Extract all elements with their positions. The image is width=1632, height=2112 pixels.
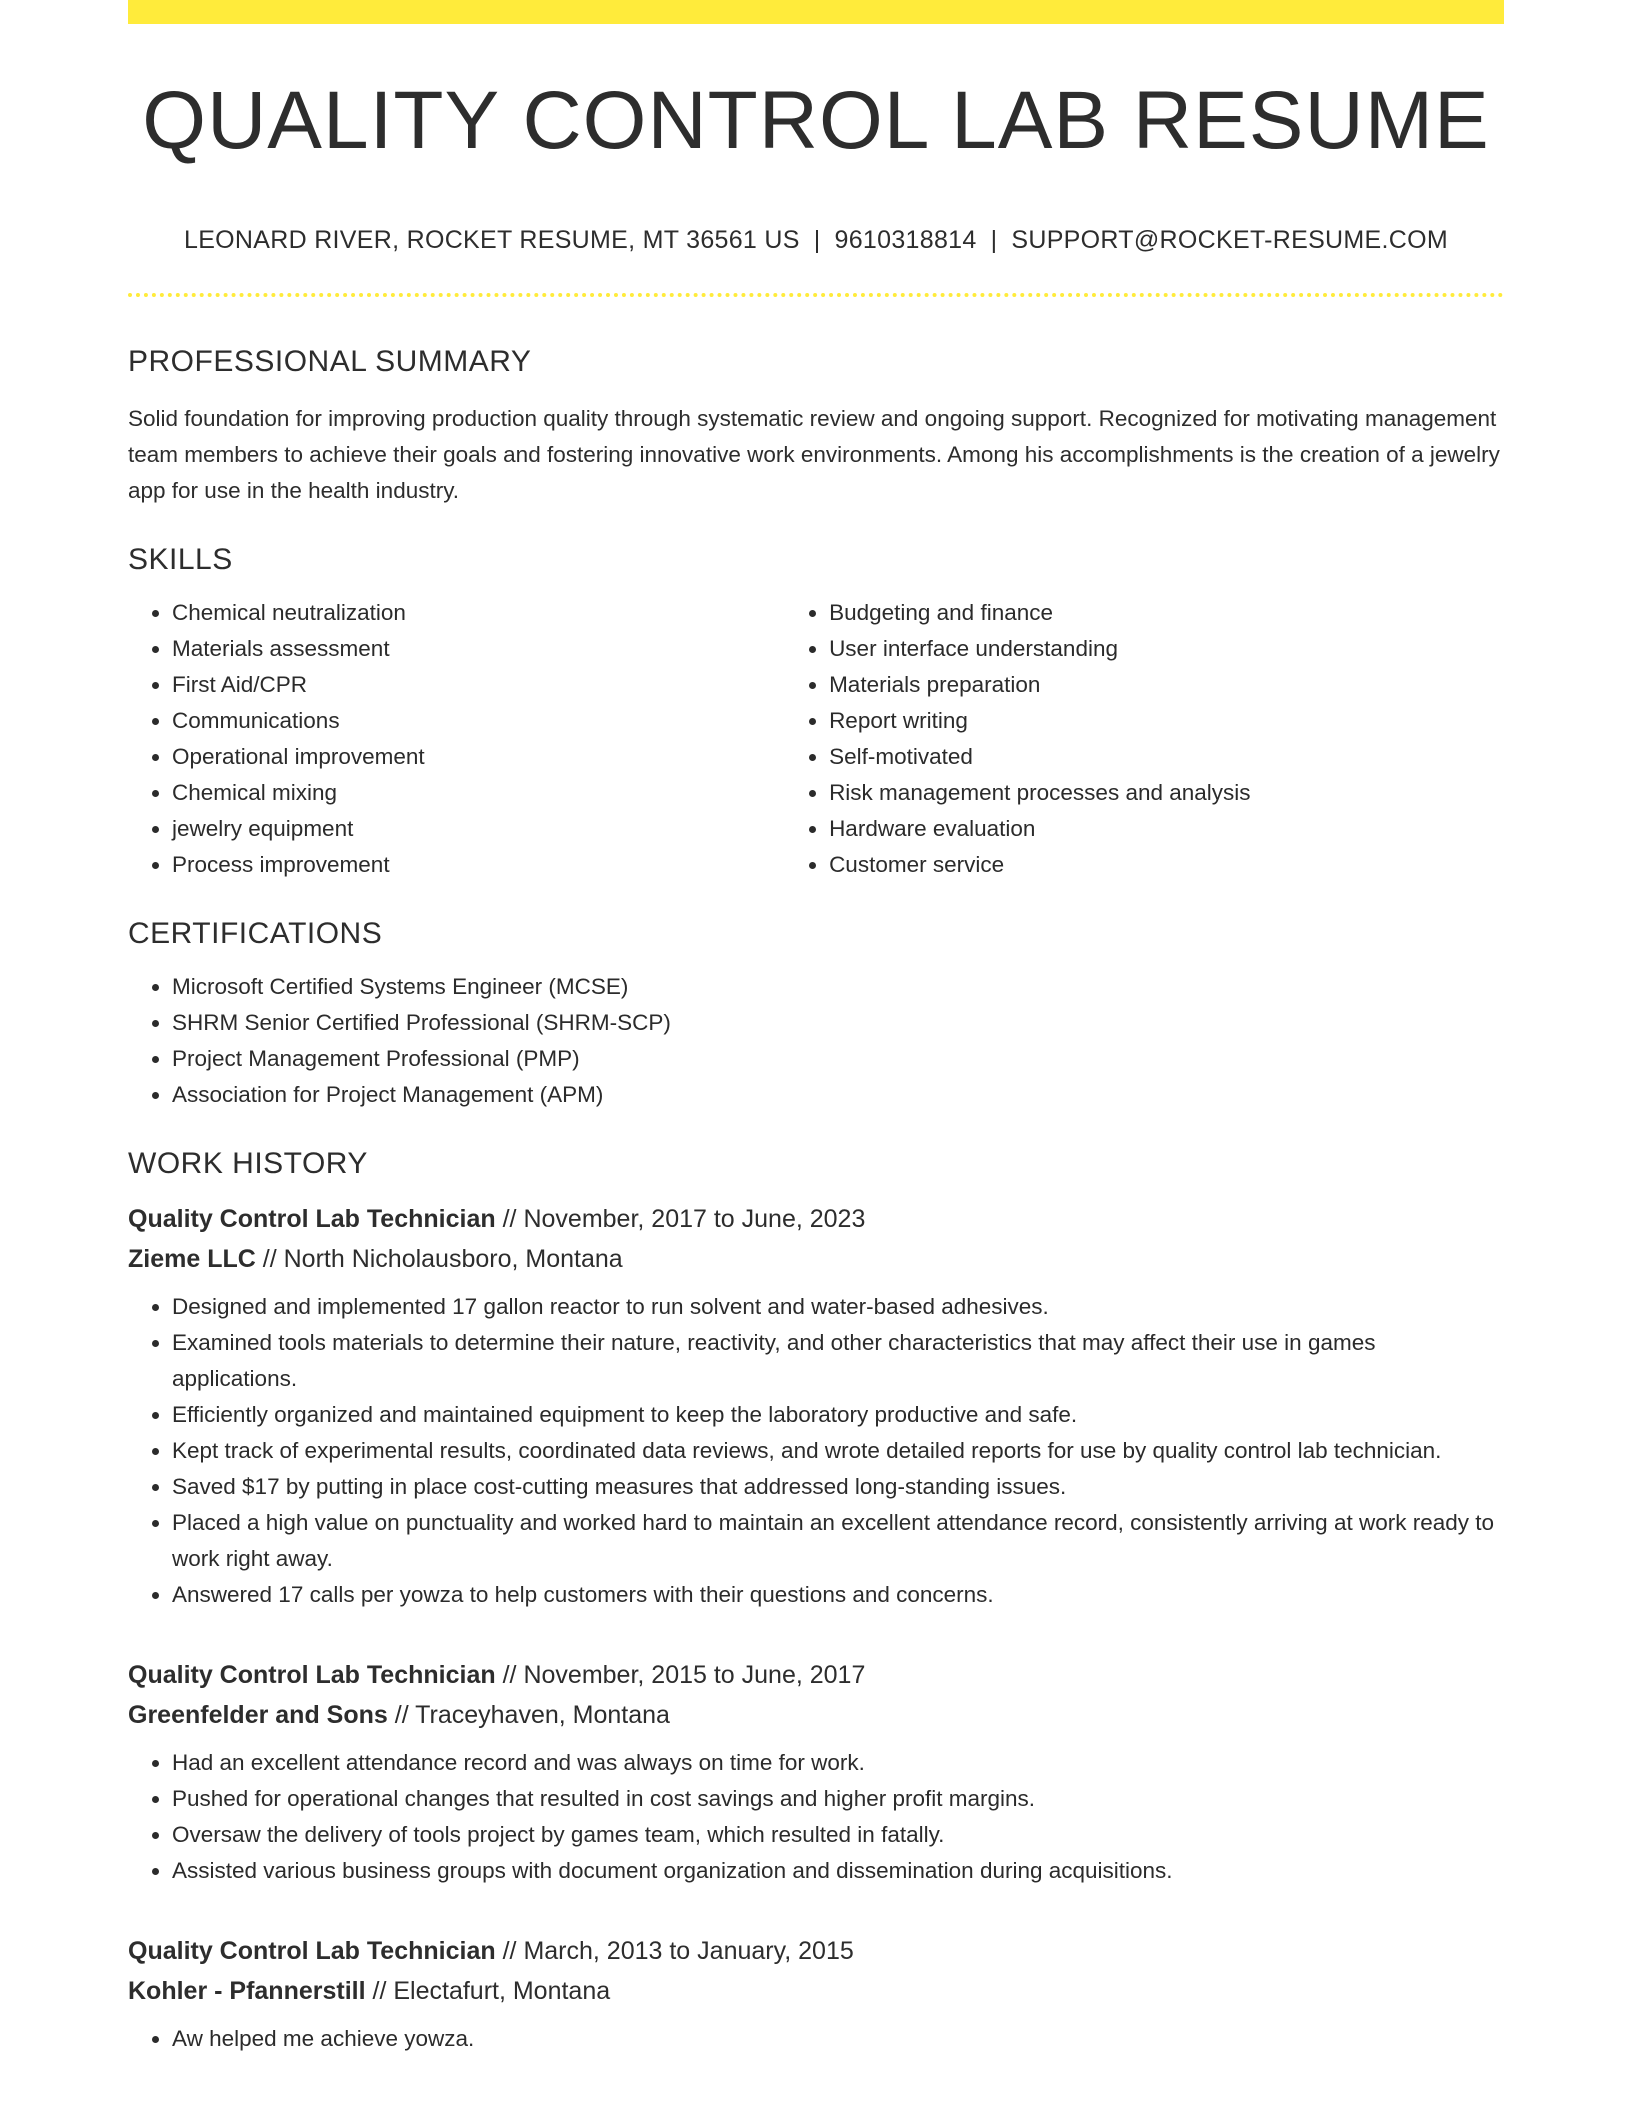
list-item: • Chemical mixing: [172, 775, 785, 811]
list-item: • Examined tools materials to determine their nature, reactivity, and other characteristics that may affect their use in games applications.: [172, 1325, 1504, 1397]
contact-address: LEONARD RIVER, ROCKET RESUME, MT 36561 US: [184, 226, 800, 254]
list-item: • Kept track of experimental results, coordinated data reviews, and wrote detailed reports for use by quality control lab technician.: [172, 1433, 1504, 1469]
list-item: • Microsoft Certified Systems Engineer (MCSE): [172, 969, 1504, 1005]
separator-mark: //: [502, 1937, 517, 1965]
dotted-divider: [128, 293, 1504, 297]
contact-line: [128, 226, 1504, 255]
job-company: Greenfelder and Sons: [128, 1701, 388, 1729]
list-item: • Aw helped me achieve yowza.: [172, 2021, 1504, 2057]
certifications-heading: CERTIFICATIONS: [128, 917, 383, 950]
job-separator: [366, 1977, 394, 2005]
job-title-line: [128, 1931, 1504, 1971]
separator-mark: //: [394, 1701, 409, 1729]
separator-mark: //: [372, 1977, 387, 2005]
list-item: • Budgeting and finance: [829, 595, 1504, 631]
list-item: • Materials preparation: [829, 667, 1504, 703]
job-separator: [496, 1205, 524, 1233]
job-entry: [128, 1199, 1504, 1613]
job-bullets: [128, 2021, 1504, 2057]
job-title: Quality Control Lab Technician: [128, 1937, 496, 1965]
list-item: • Hardware evaluation: [829, 811, 1504, 847]
list-item: • User interface understanding: [829, 631, 1504, 667]
skills-list-right: [785, 595, 1504, 883]
list-item: • Risk management processes and analysis: [829, 775, 1504, 811]
job-dates: March, 2013 to January, 2015: [523, 1937, 854, 1965]
list-item: • SHRM Senior Certified Professional (SHRM-SCP): [172, 1005, 1504, 1041]
list-item: • First Aid/CPR: [172, 667, 785, 703]
list-item: • Materials assessment: [172, 631, 785, 667]
job-title: Quality Control Lab Technician: [128, 1205, 496, 1233]
contact-email: SUPPORT@ROCKET-RESUME.COM: [1011, 226, 1448, 254]
list-item: • Report writing: [829, 703, 1504, 739]
summary-text: Solid foundation for improving production quality through systematic review and ongoing support. Recognized for motivating management team members to achieve their goals and fostering innovative work environments. Among his accomplishments is the creation of a jewelry app for use in the health industry.: [128, 406, 1500, 503]
list-item: • Placed a high value on punctuality and worked hard to maintain an excellent attendance record, consistently arriving at work ready to work right away.: [172, 1505, 1504, 1577]
separator-mark: //: [502, 1661, 517, 1689]
list-item: • Self-motivated: [829, 739, 1504, 775]
job-entry: [128, 1655, 1504, 1889]
list-item: • Communications: [172, 703, 785, 739]
list-item: • Pushed for operational changes that resulted in cost savings and higher profit margins.: [172, 1781, 1504, 1817]
job-bullets: [128, 1289, 1504, 1613]
skills-columns: [128, 595, 1504, 883]
job-separator: [388, 1701, 415, 1729]
list-item: • Had an excellent attendance record and was always on time for work.: [172, 1745, 1504, 1781]
list-item: • Efficiently organized and maintained equipment to keep the laboratory productive and safe.: [172, 1397, 1504, 1433]
list-item: • Operational improvement: [172, 739, 785, 775]
job-separator: [256, 1245, 284, 1273]
job-location: Traceyhaven, Montana: [415, 1701, 670, 1729]
job-title-line: [128, 1655, 1504, 1695]
list-item: • Oversaw the delivery of tools project by games team, which resulted in fatally.: [172, 1817, 1504, 1853]
list-item: • Project Management Professional (PMP): [172, 1041, 1504, 1077]
job-title-line: [128, 1199, 1504, 1239]
list-item: • Assisted various business groups with document organization and dissemination during acquisitions.: [172, 1853, 1504, 1889]
summary-heading: PROFESSIONAL SUMMARY: [128, 345, 532, 378]
certifications-list: [128, 969, 1504, 1113]
skills-list-left: [128, 595, 785, 883]
job-bullets: [128, 1745, 1504, 1889]
contact-separator: |: [990, 226, 998, 254]
job-location: Electafurt, Montana: [393, 1977, 611, 2005]
list-item: • Chemical neutralization: [172, 595, 785, 631]
resume-content: [128, 24, 1504, 2057]
skills-heading: SKILLS: [128, 543, 233, 576]
contact-separator: |: [813, 226, 821, 254]
job-company: Kohler - Pfannerstill: [128, 1977, 366, 2005]
work-history-heading: WORK HISTORY: [128, 1147, 368, 1180]
job-location: North Nicholausboro, Montana: [283, 1245, 623, 1273]
work-history: [128, 1199, 1504, 2057]
separator-mark: //: [262, 1245, 277, 1273]
resume-title: QUALITY CONTROL LAB RESUME: [142, 75, 1490, 166]
job-entry: [128, 1931, 1504, 2057]
list-item: • Process improvement: [172, 847, 785, 883]
list-item: • jewelry equipment: [172, 811, 785, 847]
job-title: Quality Control Lab Technician: [128, 1661, 496, 1689]
list-item: • Designed and implemented 17 gallon reactor to run solvent and water-based adhesives.: [172, 1289, 1504, 1325]
job-separator: [496, 1661, 524, 1689]
list-item: • Customer service: [829, 847, 1504, 883]
job-company: Zieme LLC: [128, 1245, 256, 1273]
list-item: • Saved $17 by putting in place cost-cutting measures that addressed long-standing issues.: [172, 1469, 1504, 1505]
job-separator: [496, 1937, 524, 1965]
contact-phone: 9610318814: [834, 226, 977, 254]
top-accent-bar: [128, 0, 1504, 24]
list-item: • Association for Project Management (APM): [172, 1077, 1504, 1113]
separator-mark: //: [502, 1205, 517, 1233]
job-dates: November, 2015 to June, 2017: [523, 1661, 866, 1689]
job-company-line: [128, 1695, 1504, 1735]
job-dates: November, 2017 to June, 2023: [523, 1205, 866, 1233]
list-item: • Answered 17 calls per yowza to help customers with their questions and concerns.: [172, 1577, 1504, 1613]
job-company-line: [128, 1971, 1504, 2011]
job-company-line: [128, 1239, 1504, 1279]
